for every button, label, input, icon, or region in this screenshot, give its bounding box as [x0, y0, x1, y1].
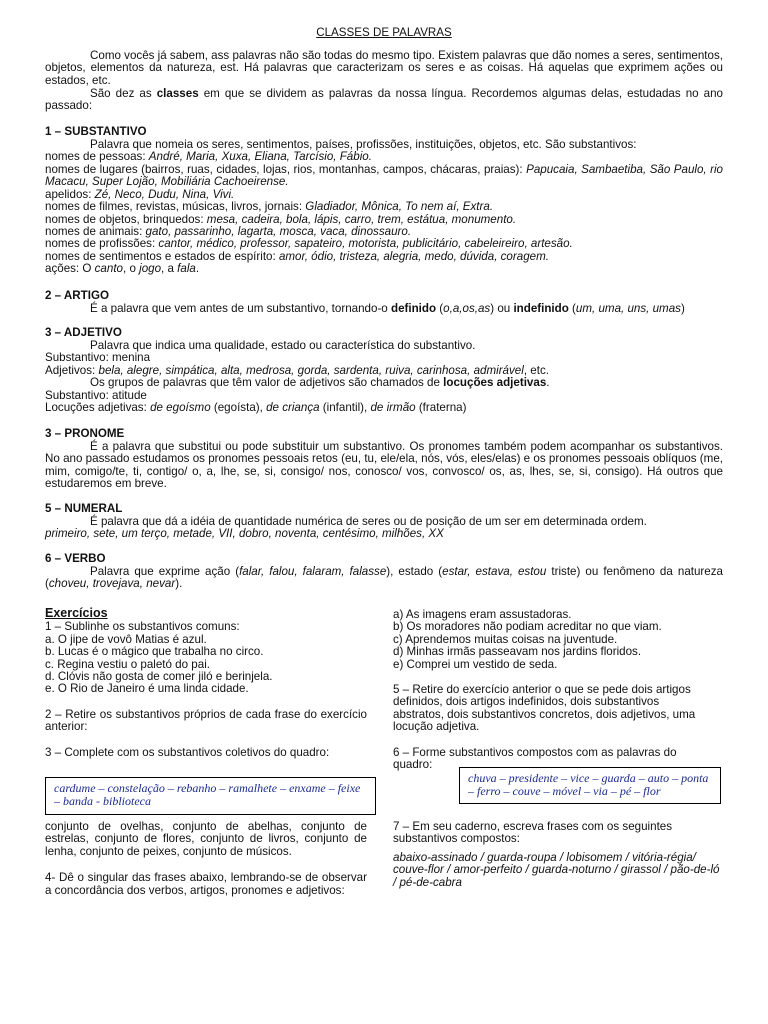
exercise-3-prompt: 3 – Complete com os substantivos coletivos do quadro: [45, 745, 330, 759]
substantivo-line-lugares: nomes de lugares (bairros, ruas, cidades, lojas, rios, montanhas, campos, chácaras, praias): Papucaia, Sambaetiba, São Paulo, rio Macacu, Super Lojão, Mobiliária Cachoeirense. [45, 163, 724, 189]
exercises-right-column-lower [393, 821, 723, 889]
exercise-4-prompt: 4- Dê o singular das frases abaixo, lembrando-se de observar a concordância dos verbos, artigos, pronomes e adjetivos: [45, 871, 367, 897]
exercises-heading: Exercícios [45, 606, 108, 620]
adjetivo-examples: Adjetivos: bela, alegre, simpática, alta, medrosa, gorda, sardenta, ruiva, carinhosa, admirável, etc. [45, 364, 549, 377]
substantivo-line-filmes: nomes de filmes, revistas, músicas, livros, jornais: Gladiador, Mônica, To nem aí, Extra. [45, 200, 494, 213]
exercise-1-item-b: b. Lucas é o mágico que trabalha no circo. [45, 645, 264, 659]
adjetivo-definition: Palavra que indica uma qualidade, estado ou característica do substantivo. [90, 339, 476, 352]
substantivo-line-sentimentos: nomes de sentimentos e estados de espírito: amor, ódio, tristeza, alegria, medo, dúvida, coragem. [45, 250, 549, 263]
exercise-1-item-c: c. Regina vestiu o paletó do pai. [45, 657, 210, 671]
adjetivo-substantivo-1: Substantivo: menina [45, 351, 151, 364]
exercise-1-prompt: 1 – Sublinhe os substantivos comuns: [45, 620, 240, 634]
section-heading-numeral: 5 – NUMERAL [45, 502, 123, 515]
section-heading-substantivo: 1 – SUBSTANTIVO [45, 125, 147, 138]
exercise-2-prompt: 2 – Retire os substantivos próprios de cada frase do exercício anterior: [45, 707, 367, 734]
exercise-1-item-a: a. O jipe de vovô Matias é azul. [45, 632, 207, 646]
exercise-3-text: conjunto de ovelhas, conjunto de abelhas, conjunto de estrelas, conjunto de flores, conjunto de livros, conjunto de lenha, conjunto de peixes, conjunto de músicos. [45, 820, 367, 858]
section-heading-adjetivo: 3 – ADJETIVO [45, 326, 122, 339]
exercise-6-prompt: 6 – Forme substantivos compostos com as palavras do [393, 745, 677, 759]
exercise-4-item-e: e) Comprei um vestido de seda. [393, 657, 558, 671]
pronome-paragraph: É a palavra que substitui ou pode substituir um substantivo. Os pronomes também podem acompanhar os substantivos. No ano passado estudamos os pronomes pessoais retos (eu, tu, ele/ela, nós, vós, eles/elas) e os pronomes pessoais oblíquos (me, mim, comigo/te, ti, contigo/ o, a, lhe, se, si, consigo/ nos, conosco/ vos, convosco/ os, as, lhes, se, si, consigo). Há outros que estudaremos em breve. [45, 440, 723, 491]
page-title: CLASSES DE PALAVRAS [316, 26, 452, 39]
numeral-definition: É palavra que dá a idéia de quantidade numérica de seres ou de posição de um ser em determinada ordem. [90, 515, 647, 528]
verbo-definition: Palavra que exprime ação (falar, falou, falaram, falasse), estado (estar, estava, estou triste) ou fenômeno da natureza (choveu, trovejava, nevar). [45, 565, 723, 591]
section-heading-pronome: 3 – PRONOME [45, 427, 125, 440]
numeral-examples: primeiro, sete, um terço, metade, VII, dobro, noventa, centésimo, milhões, XX [45, 527, 444, 540]
adjetivo-locucoes-intro: Os grupos de palavras que têm valor de adjetivos são chamados de locuções adjetivas. [90, 376, 550, 389]
substantivo-line-acoes: ações: O canto, o jogo, a fala. [45, 262, 200, 275]
exercise-7-words: abaixo-assinado / guarda-roupa / lobisomem / vitória-régia/ couve-flor / amor-perfeito / guarda-noturno / girassol / pão-de-ló / pé-de-cabra [393, 850, 720, 889]
collective-nouns-box: cardume – constelação – rebanho – ramalhete – enxame – feixe – banda - biblioteca [45, 777, 376, 815]
exercise-4-item-b: b) Os moradores não podiam acreditar no que viam. [393, 620, 662, 634]
adjetivo-locucoes-examples: Locuções adjetivas: de egoísmo (egoísta), de criança (infantil), de irmão (fraterna) [45, 401, 467, 414]
exercise-4-item-a: a) As imagens eram assustadoras. [393, 608, 572, 621]
exercise-1-item-d: d. Clóvis não gosta de comer jiló e berinjela. [45, 670, 273, 684]
section-heading-artigo: 2 – ARTIGO [45, 289, 109, 302]
exercise-4-item-c: c) Aprendemos muitas coisas na juventude. [393, 632, 618, 646]
exercise-6-prompt-cont: quadro: [393, 758, 433, 772]
substantivo-line-profissoes: nomes de profissões: cantor, médico, professor, sapateiro, motorista, publicitário, cabeleireiro, artesão. [45, 237, 573, 250]
exercise-1-item-e: e. O Rio de Janeiro é uma linda cidade. [45, 682, 249, 696]
adjetivo-substantivo-2: Substantivo: atitude [45, 389, 147, 402]
substantivo-line-pessoas: nomes de pessoas: André, Maria, Xuxa, Eliana, Tarcísio, Fábio. [45, 150, 372, 163]
exercise-7-prompt: 7 – Em seu caderno, escreva frases com os seguintes substantivos compostos: [393, 820, 673, 846]
intro-paragraph-1: Como vocês já sabem, ass palavras não são todas do mesmo tipo. Existem palavras que dão nomes a seres, sentimentos, objetos, elementos da natureza, est. Há palavras que caracterizam os seres e as coisas. Há aquelas que exprimem ações ou estados, etc. [45, 49, 723, 87]
exercises-left-column-lower [45, 821, 367, 897]
substantivo-definition: Palavra que nomeia os seres, sentimentos, países, profissões, instituições, objetos, etc. São substantivos: [90, 138, 637, 151]
exercise-4-item-d: d) Minhas irmãs passeavam nos jardins floridos. [393, 645, 642, 659]
artigo-definition: É a palavra que vem antes de um substantivo, tornando-o definido (o,a,os,as) ou indefinido (um, uma, uns, umas) [90, 302, 685, 315]
substantivo-line-objetos: nomes de objetos, brinquedos: mesa, cadeira, bola, lápis, carro, trem, estátua, monumento. [45, 213, 517, 226]
exercise-5-prompt: 5 – Retire do exercício anterior o que se pede dois artigos definidos, dois artigos indefinidos, dois substantivos abstratos, dois substantivos concretos, dois adjetivos, uma locução adjetiva. [393, 683, 696, 734]
compound-words-box: chuva – presidente – vice – guarda – auto – ponta – ferro – couve – móvel – via – pé – flor [459, 767, 721, 804]
substantivo-line-animais: nomes de animais: gato, passarinho, lagarta, mosca, vaca, dinossauro. [45, 225, 412, 238]
intro-paragraph-2: São dez as classes em que se dividem as palavras da nossa língua. Recordemos algumas delas, estudadas no ano passado: [45, 87, 723, 113]
exercises-left-column [45, 607, 367, 759]
substantivo-line-apelidos: apelidos: Zé, Neco, Dudu, Nina, Vivi. [45, 188, 235, 201]
exercises-right-column [393, 609, 723, 771]
section-heading-verbo: 6 – VERBO [45, 552, 106, 565]
